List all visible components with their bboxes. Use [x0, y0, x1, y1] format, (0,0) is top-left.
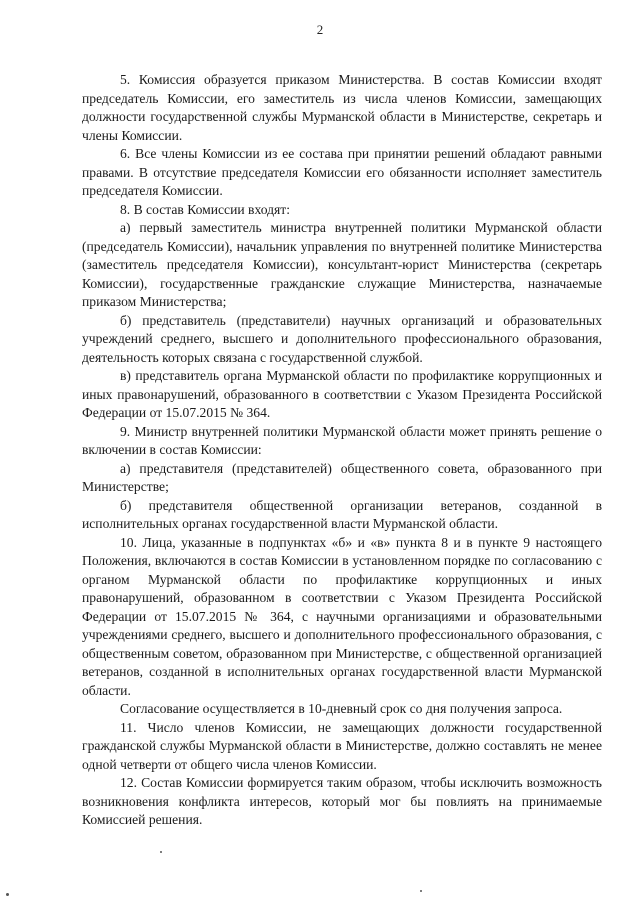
paragraph-8: 8. В состав Комиссии входят: — [120, 201, 291, 217]
paragraph-8-v: в) представитель органа Мурманской области по профилактике коррупционных и иных правонарушений, образованного в соответствии с Указом Президента Российской Федерации от 15.07.2015 № 364. — [82, 368, 602, 420]
paragraph-5: 5. Комиссия образуется приказом Министерства. В состав Комиссии входят председатель Комиссии, его заместитель из числа членов Комиссии, замещающих должности государственной службы Мурманской области в Министерстве, секретарь и члены Комиссии. — [82, 72, 602, 143]
paragraph-6: 6. Все члены Комиссии из ее состава при принятии решений обладают равными правами. В отсутствие председателя Комиссии его обязанности исполняет заместитель председателя Комиссии. — [82, 146, 602, 198]
page-number: 2 — [316, 22, 324, 37]
paragraph-12: 12. Состав Комиссии формируется таким образом, чтобы исключить возможность возникновения конфликта интересов, который мог бы повлиять на принимаемые Комиссией решения. — [82, 775, 602, 827]
paragraph-8-a: а) первый заместитель министра внутренней политики Мурманской области (председатель Комиссии), начальник управления по внутренней политике Министерства (заместитель председателя Комиссии), консультант-юрист Министерства (секретарь Комиссии), государственные гражданские служащие Министерства, назначаемые приказом Министерства; — [82, 220, 602, 309]
scan-speck — [6, 893, 9, 896]
paragraph-8-b: б) представитель (представители) научных организаций и образовательных учреждений среднего, высшего и дополнительного профессионального образования, деятельность которых связана с государственной службой. — [82, 312, 602, 365]
scan-speck — [420, 890, 422, 892]
paragraph-11: 11. Число членов Комиссии, не замещающих должности государственной гражданской службы Мурманской области в Министерстве, должно составлять не менее одной четверти от общего числа членов Комиссии. — [82, 719, 602, 772]
paragraph-10-agreement: Согласование осуществляется в 10-дневный срок со дня получения запроса. — [120, 701, 563, 716]
document-body — [82, 71, 602, 830]
paragraph-9-a: а) представителя (представителей) общественного совета, образованного при Министерстве; — [82, 460, 602, 494]
paragraph-9: 9. Министр внутренней политики Мурманской области может принять решение о включении в состав Комиссии: — [82, 423, 602, 457]
paragraph-10: 10. Лица, указанные в подпунктах «б» и «в» пункта 8 и в пункте 9 настоящего Положения, включаются в состав Комиссии в установленном порядке по согласованию с органом Мурманской области по профилактике коррупционных и иных правонарушений, образованном в соответствии с Указом Президента Российской Федерации от 15.07.2015 № 364, с научными организациями и образовательными учреждениями среднего, высшего и дополнительного профессионального образования, с общественным советом, образованном при Министерстве, с общественной организацией ветеранов, созданной в исполнительных органах государственной власти Мурманской области. — [82, 534, 602, 698]
scan-speck — [160, 851, 162, 853]
paragraph-9-b: б) представителя общественной организации ветеранов, созданной в исполнительных органах государственной власти Мурманской области. — [82, 497, 602, 531]
